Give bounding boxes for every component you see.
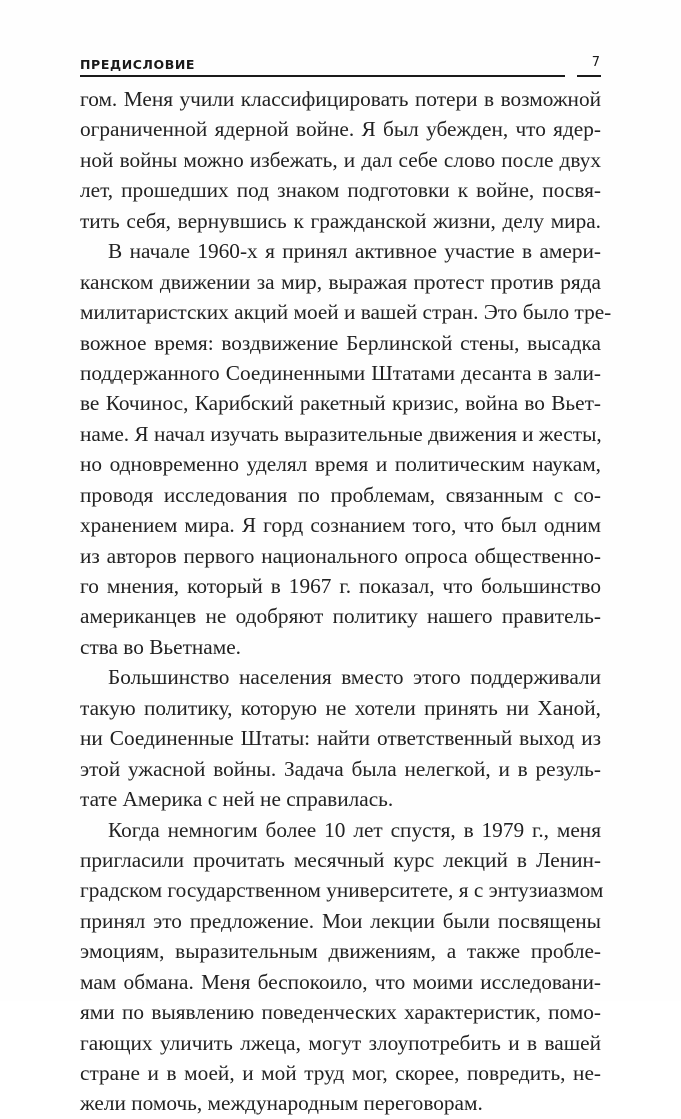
running-header (80, 55, 601, 77)
text-line: гающих уличить лжеца, могут злоупотребить и в вашей (80, 1030, 601, 1055)
text-line: американцев не одобряют политику нашего правитель- (80, 604, 601, 629)
text-line: из авторов первого национального опроса общественно- (80, 543, 601, 568)
text-line: В начале 1960-х я принял активное участие в амери- (108, 239, 601, 264)
text-line: но одновременно уделял время и политическим наукам, (80, 452, 601, 477)
text-line: такую политику, которую не хотели принять ни Ханой, (80, 695, 601, 720)
text-line: стране и в моей, и мой труд мог, скорее, повредить, не- (80, 1061, 601, 1085)
text-line: милитаристских акций моей и вашей стран. Это было тре- (80, 300, 612, 325)
text-line: вожное время: воздвижение Берлинской стены, высадка (80, 330, 601, 355)
text-line: мам обмана. Меня беспокоило, что моими исследовани- (80, 969, 601, 994)
header-rule (80, 75, 565, 77)
text-line: ства во Вьетнаме. (80, 634, 241, 659)
paragraph (80, 815, 604, 1119)
paragraph (80, 662, 601, 814)
text-line: градском государственном университете, я с энтузиазмом (80, 878, 604, 903)
text-line: канском движении за мир, выражая протест против ряда (80, 269, 601, 294)
text-line: наме. Я начал изучать выразительные движения и жесты, (80, 421, 602, 446)
text-line: этой ужасной войны. Задача была нелегкой, и в резуль- (80, 756, 601, 781)
text-line: хранением мира. Я горд сознанием того, что был одним (80, 513, 601, 538)
text-line: ограниченной ядерной войне. Я был убежден, что ядер- (80, 117, 601, 142)
text-line: пригласили прочитать месячный курс лекций в Ленин- (80, 847, 601, 872)
page-number-rule (577, 75, 601, 77)
running-title: ПРЕДИСЛОВИЕ (80, 57, 196, 72)
text-line: гом. Меня учили классифицировать потери в возможной (80, 87, 601, 111)
page-number: 7 (591, 55, 600, 70)
text-line: го мнения, который в 1967 г. показал, что большинство (80, 574, 601, 598)
text-line: Большинство населения вместо этого поддерживали (108, 665, 601, 690)
text-line: тате Америка с ней не справилась. (80, 787, 394, 812)
text-line: ве Кочинос, Карибский ракетный кризис, война во Вьет- (80, 391, 601, 416)
text-line: ями по выявлению поведенческих характеристик, помо- (80, 1000, 601, 1025)
text-line: ни Соединенные Штаты: найти ответственный выход из (80, 726, 601, 751)
text-line: жели помочь, международным переговорам. (80, 1091, 483, 1116)
text-line: эмоциям, выразительным движениям, а также пробле- (80, 939, 601, 964)
paragraph (80, 84, 601, 236)
body-text (80, 84, 612, 1119)
text-line: проводя исследования по проблемам, связанным с со- (80, 482, 601, 507)
paragraph (80, 236, 612, 662)
text-line: тить себя, вернувшись к гражданской жизни, делу мира. (80, 208, 601, 233)
text-line: лет, прошедших под знаком подготовки к войне, посвя- (80, 178, 601, 203)
text-line: поддержанного Соединенными Штатами десанта в зали- (80, 360, 601, 385)
text-line: Когда немногим более 10 лет спустя, в 1979 г., меня (108, 817, 601, 842)
text-line: принял это предложение. Мои лекции были посвящены (80, 908, 601, 933)
text-line: ной войны можно избежать, и дал себе слово после двух (80, 147, 601, 172)
